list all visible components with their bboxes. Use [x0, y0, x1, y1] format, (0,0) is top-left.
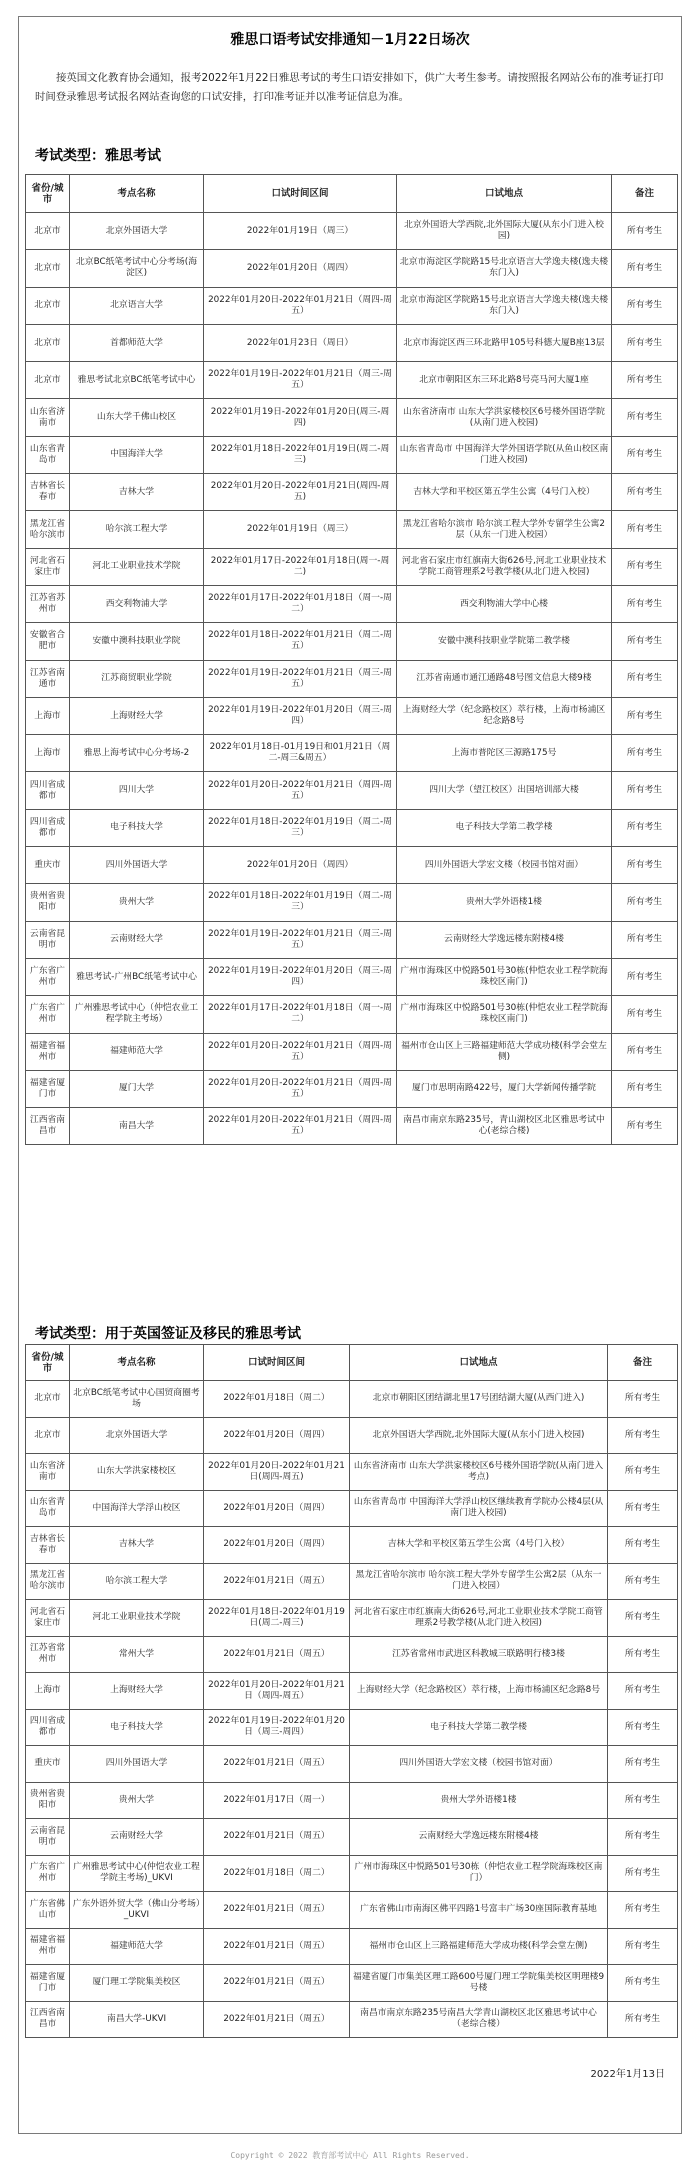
cell-name: 北京语言大学 — [70, 287, 204, 324]
cell-city: 安徽省合肥市 — [26, 623, 70, 660]
cell-place: 北京市朝阳区团结湖北里17号团结湖大厦(从西门进入) — [350, 1381, 608, 1418]
cell-name: 北京BC纸笔考试中心国贸商圈考场 — [70, 1381, 204, 1418]
cell-time: 2022年01月19日-2022年01月21日（周三-周五） — [204, 660, 397, 697]
cell-note: 所有考生 — [608, 1636, 678, 1673]
cell-place: 广州市海珠区中悦路501号30栋(仲恺农业工程学院海珠校区南门) — [397, 996, 612, 1033]
cell-name: 吉林大学 — [70, 474, 204, 511]
cell-place: 上海财经大学（纪念路校区）萃行楼，上海市杨浦区纪念路8号 — [350, 1673, 608, 1710]
cell-city: 四川省成都市 — [26, 1709, 70, 1746]
header-place: 口试地点 — [350, 1345, 608, 1381]
cell-city: 福建省厦门市 — [26, 1965, 70, 2002]
cell-note: 所有考生 — [608, 1709, 678, 1746]
cell-city: 四川省成都市 — [26, 772, 70, 809]
cell-name: 北京外国语大学 — [70, 1417, 204, 1454]
cell-city: 上海市 — [26, 697, 70, 734]
header-time: 口试时间区间 — [204, 1345, 350, 1381]
cell-name: 南昌大学-UKVI — [70, 2001, 204, 2038]
table-row — [26, 399, 678, 436]
cell-place: 山东省青岛市 中国海洋大学外国语学院(从鱼山校区南门进入校园) — [397, 436, 612, 473]
cell-note: 所有考生 — [612, 213, 678, 250]
table-row — [26, 809, 678, 846]
cell-time: 2022年01月20日（周四） — [204, 1417, 350, 1454]
table-header-row — [26, 1345, 678, 1381]
cell-time: 2022年01月20日-2022年01月21日（周四-周五） — [204, 1673, 350, 1710]
cell-place: 北京外国语大学西院,北外国际大厦(从东小门进入校园) — [350, 1417, 608, 1454]
cell-note: 所有考生 — [608, 1673, 678, 1710]
publish-date: 2022年1月13日 — [590, 2069, 665, 2080]
cell-time: 2022年01月20日-2022年01月21日(周四-周五) — [204, 1454, 350, 1491]
cell-place: 四川大学（望江校区）出国培训部大楼 — [397, 772, 612, 809]
table-row — [26, 958, 678, 995]
cell-note: 所有考生 — [608, 1965, 678, 2002]
cell-city: 江西省南昌市 — [26, 1108, 70, 1145]
cell-note: 所有考生 — [608, 1454, 678, 1491]
cell-time: 2022年01月19日-2022年01月21日（周三-周五） — [204, 362, 397, 399]
cell-place: 电子科技大学第二教学楼 — [397, 809, 612, 846]
cell-city: 福建省厦门市 — [26, 1070, 70, 1107]
cell-time: 2022年01月21日（周五） — [204, 1892, 350, 1929]
cell-place: 北京市海淀区西三环北路甲105号科德大厦B座13层 — [397, 324, 612, 361]
table-row — [26, 1855, 678, 1892]
cell-name: 南昌大学 — [70, 1108, 204, 1145]
cell-time: 2022年01月17日（周一） — [204, 1782, 350, 1819]
header-place: 口试地点 — [397, 175, 612, 213]
table-row — [26, 1563, 678, 1600]
cell-note: 所有考生 — [608, 1892, 678, 1929]
table-row — [26, 474, 678, 511]
table-row — [26, 1381, 678, 1418]
cell-note: 所有考生 — [612, 399, 678, 436]
cell-name: 电子科技大学 — [70, 1709, 204, 1746]
cell-note: 所有考生 — [612, 324, 678, 361]
cell-city: 北京市 — [26, 362, 70, 399]
cell-time: 2022年01月18日-2022年01月19日(周二-周三) — [204, 436, 397, 473]
cell-time: 2022年01月19日-2022年01月20日（周三-周四） — [204, 1709, 350, 1746]
table-row — [26, 1108, 678, 1145]
copyright: Copyright © 2022 教育部考试中心 All Rights Reserved. — [230, 2151, 470, 2160]
cell-place: 山东省济南市 山东大学洪家楼校区6号楼外国语学院(从南门进入校园) — [397, 399, 612, 436]
cell-city: 北京市 — [26, 324, 70, 361]
cell-city: 河北省石家庄市 — [26, 548, 70, 585]
cell-name: 广东外语外贸大学（佛山分考场）_UKVI — [70, 1892, 204, 1929]
table-row — [26, 697, 678, 734]
cell-name: 河北工业职业技术学院 — [70, 548, 204, 585]
cell-note: 所有考生 — [608, 1600, 678, 1637]
cell-city: 北京市 — [26, 287, 70, 324]
cell-city: 上海市 — [26, 1673, 70, 1710]
header-note: 备注 — [608, 1345, 678, 1381]
cell-note: 所有考生 — [608, 2001, 678, 2038]
cell-place: 南昌市南京东路235号南昌大学青山湖校区北区雅思考试中心（老综合楼） — [350, 2001, 608, 2038]
cell-time: 2022年01月20日-2022年01月21日（周四-周五） — [204, 287, 397, 324]
cell-place: 山东省青岛市 中国海洋大学浮山校区继续教育学院办公楼4层(从南门进入校园) — [350, 1490, 608, 1527]
cell-note: 所有考生 — [608, 1490, 678, 1527]
table-row — [26, 1070, 678, 1107]
table-row — [26, 1782, 678, 1819]
cell-note: 所有考生 — [612, 809, 678, 846]
cell-name: 云南财经大学 — [70, 1819, 204, 1856]
cell-name: 北京BC纸笔考试中心分考场(海淀区) — [70, 250, 204, 287]
cell-note: 所有考生 — [612, 735, 678, 772]
cell-note: 所有考生 — [608, 1527, 678, 1564]
cell-city: 福建省福州市 — [26, 1033, 70, 1070]
table-row — [26, 1636, 678, 1673]
ielts-schedule-table — [25, 174, 678, 1145]
cell-time: 2022年01月18日-2022年01月19日（周二-周三） — [204, 809, 397, 846]
table-row — [26, 1417, 678, 1454]
cell-city: 山东省青岛市 — [26, 436, 70, 473]
cell-time: 2022年01月19日-2022年01月20日（周三-周四） — [204, 958, 397, 995]
cell-time: 2022年01月20日-2022年01月21日（周四-周五） — [204, 1033, 397, 1070]
cell-city: 山东省济南市 — [26, 399, 70, 436]
cell-name: 首都师范大学 — [70, 324, 204, 361]
cell-name: 上海财经大学 — [70, 697, 204, 734]
cell-place: 黑龙江省哈尔滨市 哈尔滨工程大学外专留学生公寓2层（从东一门进入校园） — [397, 511, 612, 548]
cell-time: 2022年01月21日（周五） — [204, 1563, 350, 1600]
table-row — [26, 735, 678, 772]
cell-time: 2022年01月21日（周五） — [204, 1819, 350, 1856]
cell-name: 江苏商贸职业学院 — [70, 660, 204, 697]
cell-place: 广东省佛山市南海区佛平四路1号富丰广场30座国际教育基地 — [350, 1892, 608, 1929]
table-row — [26, 660, 678, 697]
cell-place: 西交利物浦大学中心楼 — [397, 585, 612, 622]
cell-time: 2022年01月20日（周四） — [204, 847, 397, 884]
cell-note: 所有考生 — [612, 436, 678, 473]
cell-name: 雅思考试北京BC纸笔考试中心 — [70, 362, 204, 399]
cell-time: 2022年01月18日-2022年01月21日（周二-周五） — [204, 623, 397, 660]
cell-name: 西交利物浦大学 — [70, 585, 204, 622]
cell-time: 2022年01月19日（周三） — [204, 213, 397, 250]
cell-place: 贵州大学外语楼1楼 — [350, 1782, 608, 1819]
cell-note: 所有考生 — [612, 511, 678, 548]
cell-city: 重庆市 — [26, 847, 70, 884]
cell-name: 福建师范大学 — [70, 1928, 204, 1965]
cell-note: 所有考生 — [612, 660, 678, 697]
cell-note: 所有考生 — [608, 1855, 678, 1892]
cell-time: 2022年01月21日（周五） — [204, 1746, 350, 1783]
cell-place: 北京市朝阳区东三环北路8号亮马河大厦1座 — [397, 362, 612, 399]
cell-city: 重庆市 — [26, 1746, 70, 1783]
cell-name: 广州雅思考试中心(仲恺农业工程学院主考场)_UKVI — [70, 1855, 204, 1892]
cell-note: 所有考生 — [612, 884, 678, 921]
section2-title: 考试类型：用于英国签证及移民的雅思考试 — [35, 1326, 301, 1342]
cell-note: 所有考生 — [612, 1108, 678, 1145]
cell-note: 所有考生 — [612, 772, 678, 809]
cell-time: 2022年01月17日-2022年01月18日（周一-周二） — [204, 585, 397, 622]
table-row — [26, 1746, 678, 1783]
cell-place: 四川外国语大学宏文楼（校园书馆对面） — [350, 1746, 608, 1783]
cell-note: 所有考生 — [612, 585, 678, 622]
cell-time: 2022年01月20日-2022年01月21日（周四-周五） — [204, 1070, 397, 1107]
cell-city: 江苏省常州市 — [26, 1636, 70, 1673]
cell-city: 福建省福州市 — [26, 1928, 70, 1965]
cell-note: 所有考生 — [608, 1381, 678, 1418]
cell-time: 2022年01月17日-2022年01月18日(周一-周二) — [204, 548, 397, 585]
cell-place: 云南财经大学逸远楼东附楼4楼 — [397, 921, 612, 958]
cell-time: 2022年01月19日-2022年01月21日（周三-周五） — [204, 921, 397, 958]
cell-time: 2022年01月19日（周三） — [204, 511, 397, 548]
cell-city: 云南省昆明市 — [26, 921, 70, 958]
cell-time: 2022年01月23日（周日） — [204, 324, 397, 361]
cell-city: 贵州省贵阳市 — [26, 1782, 70, 1819]
cell-name: 山东大学千佛山校区 — [70, 399, 204, 436]
cell-name: 吉林大学 — [70, 1527, 204, 1564]
cell-place: 福州市仓山区上三路福建师范大学成功楼(科学会堂左侧) — [350, 1928, 608, 1965]
cell-note: 所有考生 — [612, 996, 678, 1033]
cell-time: 2022年01月19日-2022年01月20日（周三-周四） — [204, 697, 397, 734]
cell-time: 2022年01月18日-2022年01月19日(周二-周三) — [204, 1600, 350, 1637]
cell-name: 四川大学 — [70, 772, 204, 809]
table-row — [26, 1928, 678, 1965]
cell-place: 上海市普陀区三源路175号 — [397, 735, 612, 772]
cell-city: 上海市 — [26, 735, 70, 772]
cell-city: 黑龙江省哈尔滨市 — [26, 511, 70, 548]
cell-city: 山东省济南市 — [26, 1454, 70, 1491]
cell-city: 山东省青岛市 — [26, 1490, 70, 1527]
cell-place: 南昌市南京东路235号，青山湖校区北区雅思考试中心(老综合楼) — [397, 1108, 612, 1145]
cell-note: 所有考生 — [612, 958, 678, 995]
cell-place: 福州市仓山区上三路福建师范大学成功楼(科学会堂左侧) — [397, 1033, 612, 1070]
cell-city: 吉林省长春市 — [26, 474, 70, 511]
cell-city: 广东省广州市 — [26, 958, 70, 995]
cell-note: 所有考生 — [608, 1746, 678, 1783]
header-name: 考点名称 — [70, 175, 204, 213]
cell-note: 所有考生 — [612, 921, 678, 958]
header-city: 省份/城市 — [26, 1345, 70, 1381]
cell-note: 所有考生 — [612, 474, 678, 511]
cell-name: 哈尔滨工程大学 — [70, 1563, 204, 1600]
table-row — [26, 1033, 678, 1070]
table-row — [26, 772, 678, 809]
cell-note: 所有考生 — [608, 1417, 678, 1454]
table-row — [26, 585, 678, 622]
cell-name: 安徽中澳科技职业学院 — [70, 623, 204, 660]
cell-note: 所有考生 — [612, 697, 678, 734]
cell-name: 中国海洋大学浮山校区 — [70, 1490, 204, 1527]
cell-city: 江苏省苏州市 — [26, 585, 70, 622]
table-row — [26, 884, 678, 921]
cell-name: 贵州大学 — [70, 884, 204, 921]
cell-city: 黑龙江省哈尔滨市 — [26, 1563, 70, 1600]
cell-city: 江苏省南通市 — [26, 660, 70, 697]
cell-time: 2022年01月17日-2022年01月18日（周一-周二） — [204, 996, 397, 1033]
cell-note: 所有考生 — [608, 1563, 678, 1600]
cell-place: 吉林大学和平校区第五学生公寓（4号门入校） — [397, 474, 612, 511]
table-row — [26, 996, 678, 1033]
cell-note: 所有考生 — [612, 362, 678, 399]
table-row — [26, 1454, 678, 1491]
cell-place: 厦门市思明南路422号，厦门大学新闻传播学院 — [397, 1070, 612, 1107]
cell-time: 2022年01月18日-01月19日和01月21日（周二-周三&周五） — [204, 735, 397, 772]
ukvi-schedule-table — [25, 1344, 678, 2038]
cell-name: 雅思上海考试中心分考场-2 — [70, 735, 204, 772]
table-row — [26, 1892, 678, 1929]
cell-note: 所有考生 — [612, 548, 678, 585]
cell-place: 上海财经大学（纪念路校区）萃行楼，上海市杨浦区纪念路8号 — [397, 697, 612, 734]
cell-city: 北京市 — [26, 1381, 70, 1418]
table-row — [26, 1709, 678, 1746]
cell-city: 吉林省长春市 — [26, 1527, 70, 1564]
cell-place: 福建省厦门市集美区理工路600号厦门理工学院集美校区明理楼9号楼 — [350, 1965, 608, 2002]
cell-time: 2022年01月21日（周五） — [204, 1965, 350, 2002]
cell-time: 2022年01月21日（周五） — [204, 1636, 350, 1673]
cell-city: 四川省成都市 — [26, 809, 70, 846]
cell-city: 北京市 — [26, 250, 70, 287]
table-row — [26, 362, 678, 399]
cell-time: 2022年01月20日（周四） — [204, 1490, 350, 1527]
cell-name: 贵州大学 — [70, 1782, 204, 1819]
cell-note: 所有考生 — [612, 287, 678, 324]
cell-place: 河北省石家庄市红旗南大街626号,河北工业职业技术学院工商管理系2号教学楼(从北门进入校园) — [350, 1600, 608, 1637]
page-title: 雅思口语考试安排通知－1月22日场次 — [230, 32, 470, 48]
cell-name: 中国海洋大学 — [70, 436, 204, 473]
section1-title: 考试类型：雅思考试 — [35, 148, 161, 164]
table-header-row — [26, 175, 678, 213]
notice-panel — [18, 16, 682, 2134]
cell-name: 北京外国语大学 — [70, 213, 204, 250]
cell-name: 上海财经大学 — [70, 1673, 204, 1710]
cell-place: 安徽中澳科技职业学院第二教学楼 — [397, 623, 612, 660]
cell-note: 所有考生 — [612, 1070, 678, 1107]
cell-place: 河北省石家庄市红旗南大街626号,河北工业职业技术学院工商管理系2号教学楼(从北门进入校园) — [397, 548, 612, 585]
cell-time: 2022年01月21日（周五） — [204, 2001, 350, 2038]
cell-place: 广州市海珠区中悦路501号30栋(仲恺农业工程学院海珠校区南门) — [397, 958, 612, 995]
cell-city: 江西省南昌市 — [26, 2001, 70, 2038]
table-row — [26, 847, 678, 884]
cell-place: 广州市海珠区中悦路501号30栋（仲恺农业工程学院海珠校区南门） — [350, 1855, 608, 1892]
cell-city: 贵州省贵阳市 — [26, 884, 70, 921]
cell-name: 四川外国语大学 — [70, 1746, 204, 1783]
cell-time: 2022年01月20日-2022年01月21日(周四-周五) — [204, 474, 397, 511]
cell-place: 云南财经大学逸远楼东附楼4楼 — [350, 1819, 608, 1856]
cell-note: 所有考生 — [612, 847, 678, 884]
cell-city: 广东省佛山市 — [26, 1892, 70, 1929]
header-time: 口试时间区间 — [204, 175, 397, 213]
cell-time: 2022年01月19日-2022年01月20日(周三-周四) — [204, 399, 397, 436]
cell-place: 四川外国语大学宏文楼（校园书馆对面） — [397, 847, 612, 884]
cell-name: 厦门理工学院集美校区 — [70, 1965, 204, 2002]
cell-name: 山东大学洪家楼校区 — [70, 1454, 204, 1491]
cell-place: 北京市海淀区学院路15号北京语言大学逸夫楼(逸夫楼东门入) — [397, 287, 612, 324]
cell-place: 山东省济南市 山东大学洪家楼校区6号楼外国语学院(从南门进入考点) — [350, 1454, 608, 1491]
cell-city: 云南省昆明市 — [26, 1819, 70, 1856]
cell-name: 福建师范大学 — [70, 1033, 204, 1070]
cell-time: 2022年01月18日（周二） — [204, 1381, 350, 1418]
cell-city: 北京市 — [26, 213, 70, 250]
cell-city: 北京市 — [26, 1417, 70, 1454]
table-row — [26, 250, 678, 287]
cell-note: 所有考生 — [608, 1928, 678, 1965]
cell-place: 北京外国语大学西院,北外国际大厦(从东小门进入校园) — [397, 213, 612, 250]
cell-time: 2022年01月20日（周四） — [204, 1527, 350, 1564]
cell-place: 吉林大学和平校区第五学生公寓（4号门入校） — [350, 1527, 608, 1564]
table-row — [26, 1673, 678, 1710]
cell-place: 黑龙江省哈尔滨市 哈尔滨工程大学外专留学生公寓2层（从东一门进入校园） — [350, 1563, 608, 1600]
cell-time: 2022年01月18日（周二） — [204, 1855, 350, 1892]
cell-place: 电子科技大学第二教学楼 — [350, 1709, 608, 1746]
table-row — [26, 324, 678, 361]
cell-time: 2022年01月20日（周四） — [204, 250, 397, 287]
table-row — [26, 548, 678, 585]
header-city: 省份/城市 — [26, 175, 70, 213]
cell-time: 2022年01月20日-2022年01月21日（周四-周五） — [204, 1108, 397, 1145]
cell-note: 所有考生 — [608, 1782, 678, 1819]
cell-note: 所有考生 — [608, 1819, 678, 1856]
table-row — [26, 1527, 678, 1564]
intro-paragraph: 接英国文化教育协会通知，报考2022年1月22日雅思考试的考生口语安排如下，供广大考生参考。请按照报名网站公布的准考证打印时间登录雅思考试报名网站查询您的口试安排，打印准考证并以准考证信息为准。 — [35, 72, 664, 103]
cell-name: 雅思考试-广州BC纸笔考试中心 — [70, 958, 204, 995]
cell-name: 厦门大学 — [70, 1070, 204, 1107]
cell-time: 2022年01月18日-2022年01月19日（周二-周三） — [204, 884, 397, 921]
cell-city: 河北省石家庄市 — [26, 1600, 70, 1637]
cell-name: 四川外国语大学 — [70, 847, 204, 884]
table-row — [26, 921, 678, 958]
cell-name: 广州雅思考试中心（仲恺农业工程学院主考场） — [70, 996, 204, 1033]
table-row — [26, 287, 678, 324]
cell-name: 电子科技大学 — [70, 809, 204, 846]
cell-time: 2022年01月20日-2022年01月21日（周四-周五） — [204, 772, 397, 809]
header-name: 考点名称 — [70, 1345, 204, 1381]
header-note: 备注 — [612, 175, 678, 213]
table-row — [26, 213, 678, 250]
table-row — [26, 1819, 678, 1856]
cell-note: 所有考生 — [612, 1033, 678, 1070]
table-row — [26, 1600, 678, 1637]
table-row — [26, 623, 678, 660]
table-row — [26, 2001, 678, 2038]
cell-note: 所有考生 — [612, 250, 678, 287]
cell-place: 江苏省南通市通江通路48号图文信息大楼9楼 — [397, 660, 612, 697]
cell-place: 江苏省常州市武进区科教城三联路明行楼3楼 — [350, 1636, 608, 1673]
cell-place: 北京市海淀区学院路15号北京语言大学逸夫楼(逸夫楼东门入) — [397, 250, 612, 287]
cell-note: 所有考生 — [612, 623, 678, 660]
cell-name: 哈尔滨工程大学 — [70, 511, 204, 548]
cell-city: 广东省广州市 — [26, 1855, 70, 1892]
table-row — [26, 1965, 678, 2002]
table-row — [26, 511, 678, 548]
cell-name: 常州大学 — [70, 1636, 204, 1673]
cell-name: 河北工业职业技术学院 — [70, 1600, 204, 1637]
cell-city: 广东省广州市 — [26, 996, 70, 1033]
cell-time: 2022年01月21日（周五） — [204, 1928, 350, 1965]
cell-name: 云南财经大学 — [70, 921, 204, 958]
table-row — [26, 1490, 678, 1527]
table-row — [26, 436, 678, 473]
cell-place: 贵州大学外语楼1楼 — [397, 884, 612, 921]
